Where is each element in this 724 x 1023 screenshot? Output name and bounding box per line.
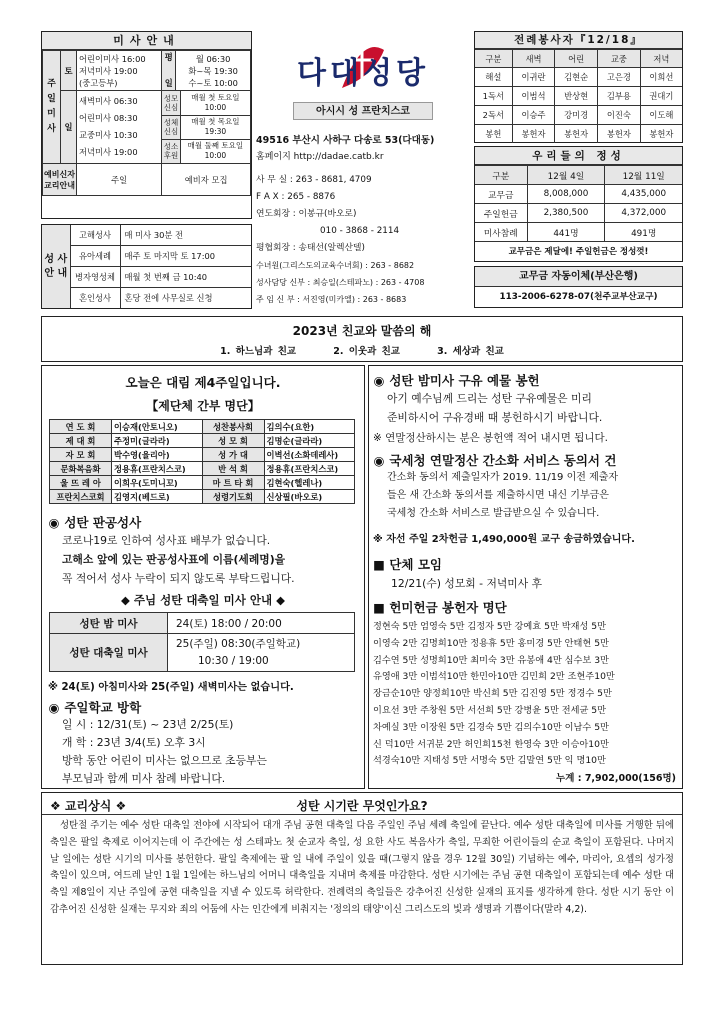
sun-label: 일 bbox=[61, 91, 77, 164]
servers-title: 전례봉사자『12/18』 bbox=[475, 32, 682, 49]
donation-list bbox=[373, 619, 682, 770]
catechumen-text: 예비자 모집 bbox=[162, 164, 251, 196]
left-column bbox=[41, 365, 365, 789]
christmas-table: 성탄 밤 미사 24(토) 18:00 / 20:00 성탄 대축일 미사 25(주일) 08:30(주일학교) 10:30 / 19:00 bbox=[49, 612, 355, 672]
catechism-label: ❖ 교리상식 ❖ bbox=[50, 799, 127, 813]
donation-row: 장금순10만 양정희10만 박신희 5만 김진영 5만 정경수 5만 bbox=[373, 688, 612, 700]
sacrament-name: 유아세례 bbox=[70, 245, 120, 266]
donation-heading: ■ 헌미헌금 봉헌자 명단 bbox=[373, 600, 507, 615]
pangong-heading: ◉ 성탄 판공성사 bbox=[48, 515, 142, 530]
sacrament-name: 고해성사 bbox=[70, 225, 120, 245]
settle-note: ※ 연말정산하시는 분은 봉헌액 적어 내시면 됩니다. bbox=[373, 432, 609, 444]
finance-title: 우리들의 정성 bbox=[475, 147, 682, 165]
donation-row: 차예실 3만 이장원 5만 김경숙 5만 김의수10만 이남수 5만 bbox=[373, 721, 609, 733]
mass-schedule-table bbox=[42, 50, 251, 196]
weekday-label: 평 일 bbox=[162, 51, 176, 91]
theme-title: 2023년 친교와 말씀의 해 bbox=[292, 324, 432, 338]
bullet-icon: ◉ bbox=[373, 453, 385, 468]
right-column bbox=[368, 365, 683, 789]
catechumen-label: 예비신자 교리안내 bbox=[43, 164, 77, 196]
school-heading: ◉ 주일학교 방학 bbox=[48, 700, 142, 715]
pangong-text: 코로나19로 인하여 성사표 배부가 없습니다. 고해소 앞에 있는 판공성사표에 이름(세례명)을 꼭 적어서 성사 누락이 되지 않도록 부탁드립니다. bbox=[62, 534, 295, 585]
sacrament-name: 병자영성체 bbox=[70, 266, 120, 287]
sunday-headline: 오늘은 대림 제4주일입니다. bbox=[125, 375, 281, 390]
tax-heading: ◉ 국세청 연말정산 간소화 서비스 동의서 건 bbox=[373, 453, 617, 468]
servers-table: 구분 새벽 어린 교중 저녁 해설 이귀란 김현순 고은경 이희선 1독서 이범석 반상현 김부용 권대기 2독서 이승주 강미경 이진숙 이도해 봉헌 봉헌자 봉헌자 봉헌자 봉헌자 bbox=[475, 49, 682, 143]
transfer-title: 교무금 자동이체(부산은행) bbox=[475, 267, 682, 287]
bullet-icon: ◉ bbox=[48, 515, 60, 530]
donation-row: 석경숙10만 지태성 5만 서명숙 5만 김말연 5만 익 명10만 bbox=[373, 755, 606, 767]
christmas-note: ※ 24(토) 아침미사와 25(주일) 새벽미사는 없습니다. bbox=[48, 682, 294, 693]
sacrament-desc: 매주 토 마지막 토 17:00 bbox=[120, 245, 251, 266]
church-address: 49516 부산시 사하구 다송로 53(다대동) bbox=[256, 135, 435, 146]
transfer-box bbox=[474, 266, 683, 308]
servers-box bbox=[474, 31, 683, 143]
square-bullet-icon: ■ bbox=[373, 600, 385, 615]
christmas-heading: ◆ 주님 성탄 대축일 미사 안내 ◆ bbox=[121, 593, 285, 607]
finance-box bbox=[474, 146, 683, 262]
weekend-label: 주 일 미 사 bbox=[43, 51, 61, 164]
special-masses: 성모신심 매월 첫 토요일 10:00 성체신심 매월 첫 목요일 19:30 성소후원 매월 둘째 토요일 10:00 bbox=[162, 91, 251, 164]
catechism-box bbox=[41, 792, 683, 965]
school-text: 일 시 : 12/31(토) ~ 23년 2/25(토) 개 학 : 23년 3/4(토) 오후 3시 방학 동안 어린이 미사는 없으므로 초등부는 부모님과 함께 미사 참례 바랍니다. bbox=[62, 718, 267, 785]
board-table: 연 도 회 이승재(안토니오) 성찬봉사회 김의수(요한) 제 대 회 주정미(글라라) 성 모 회 김명순(글라라) 자 모 회 박수영(율리아) 성 가 대 이벽선(소화데레사) 문화복음화 정용휴(프란치스코) 반 석 회 정용휴(프란치스코) 울 뜨 레 아 이희우(도미니꼬) 마 트 타 회 김현숙(헬레나) 프란치스코회 김영지(베드로) 성령기도회 신상필(바오로) bbox=[49, 419, 355, 504]
sacrament-box bbox=[41, 224, 252, 309]
sacrament-name: 혼인성사 bbox=[70, 288, 120, 308]
donation-row: 이영숙 2만 김명희10만 정용휴 5만 홍미경 5만 안태현 5만 bbox=[373, 637, 609, 649]
group-heading: ■ 단체 모임 bbox=[373, 557, 443, 572]
church-subtitle: 아시시 성 프란치스코 bbox=[293, 102, 433, 120]
theme-box bbox=[41, 316, 683, 362]
support-note: ※ 자선 주일 2차헌금 1,490,000원 교구 송금하였습니다. bbox=[373, 534, 635, 545]
church-contacts: 사 무 실 : 263 - 8681, 4709 F A X : 265 - 8876 연도회장 : 이봉규(바오로) 010 - 3868 - 2114 평협회장 : 송태선(알렉산델) 수녀원(그리스도의교육수녀회) : 263 - 8682 성사담당 신부 : 최승일(스테파노) : 263 - 4708 주 임 신 부 : 서진영(미카엘) : 263 - 8683 bbox=[256, 175, 425, 304]
vigil-text: 아기 예수님께 드리는 성탄 구유예물은 미리 준비하시어 구유경배 때 봉헌하시기 바랍니다. bbox=[387, 392, 603, 424]
weekday-masses: 월 06:30 화~목 19:30 수~토 10:00 bbox=[176, 51, 251, 91]
sun-masses: 새벽미사 06:30 어린미사 08:30 교중미사 10:30 저녁미사 19:00 bbox=[77, 91, 162, 164]
vigil-heading: ◉ 성탄 밤미사 구유 예물 봉헌 bbox=[373, 373, 540, 388]
finance-table: 구분 12월 4일 12월 11일 교무금 8,008,000 4,435,000 주일헌금 2,380,500 4,372,000 미사참례 441명 491명 교무금은 제달에! 주일헌금은 정성껏! bbox=[475, 165, 682, 260]
donation-row: 이요선 3만 주창원 5만 서선희 5만 강병윤 5만 전세균 5만 bbox=[373, 704, 607, 716]
tax-text: 간소화 동의서 제출일자가 2019. 11/19 이전 제출자 들은 새 간소화 동의서를 제출하시면 내신 기부금은 국세청 간소화 서비스로 발급받으실 수 있습니다. bbox=[387, 472, 619, 519]
sat-masses: 어린이미사 16:00 저녁미사 19:00 (중고등부) bbox=[77, 51, 162, 91]
catechism-header bbox=[42, 793, 682, 815]
sat-label: 토 bbox=[61, 51, 77, 91]
donation-row: 유영애 3만 이범석10만 한민아10만 김민희 2만 조현주10만 bbox=[373, 671, 615, 683]
board-title: 【제단체 간부 명단】 bbox=[146, 399, 260, 413]
church-logo bbox=[256, 34, 470, 96]
square-bullet-icon: ■ bbox=[373, 557, 385, 572]
donation-row: 정현숙 5만 엄영숙 5만 김정자 5만 강예효 5만 박재성 5만 bbox=[373, 621, 607, 632]
bullet-icon: ◉ bbox=[373, 373, 385, 388]
sacrament-desc: 혼당 전에 사무실로 신청 bbox=[120, 288, 251, 308]
bullet-icon: ◉ bbox=[48, 700, 60, 715]
sacrament-desc: 매월 첫 번째 금 10:40 bbox=[120, 266, 251, 287]
mass-info-title: 미사안내 bbox=[42, 32, 251, 50]
catechism-text: 성탄절 주기는 예수 성탄 대축일 전야에 시작되어 대개 주님 공현 대축일 다음 주일인 주님 세례 축일에 끝난다. 예수 성탄 대축일에 미사를 거행한 뒤에 축일은 팔일 축제로 이어지는데 이 주간에는 성 스테파노 첫 순교자 축일, 성 요한 사도 복음사가 축일, 무죄한 어린이들의 순교 축일이 포함된다. 나머지 날 일에는 성탄 시기의 미사를 봉헌한다. 팔일 축제에는 팔 일 내에 주일이 있을 때(그렇지 않을 경우 12월 30일) 기념하는 예수, 마리아, 요셉의 성가정 축일이 있으며, 여드레 날인 1월 1일에는 하느님의 어머니 대축일을 지내며 축제를 마감한다. 성탄 시기에는 주님 공현 대축일이 포함되는데 예수 성탄 대축일 제8일이 지난 주일에 공현 대축일을 지낼 수 있도록 허락한다. 전례력의 축일들은 강추어진 신성한 실재의 표지를 생각하게 한다. 성탄 시기 동안 이 감추어진 신성한 실재는 무지와 죄의 어둠에 사는 인간에게 비춰지는 '정의의 태양'이신 그리스도의 빛과 생명과 기쁨이다(말라 4,2). bbox=[50, 820, 674, 915]
theme-items: 1. 하느님과 친교 2. 이웃과 친교 3. 세상과 친교 bbox=[220, 346, 504, 357]
sacrament-label: 성 사 안 내 bbox=[42, 225, 70, 308]
donation-total: 누계 : 7,902,000(156명) bbox=[556, 773, 676, 785]
finance-note: 교무금은 제달에! 주일헌금은 정성껏! bbox=[508, 246, 649, 257]
catechumen-day: 주일 bbox=[77, 164, 162, 196]
mass-info-box bbox=[41, 31, 252, 219]
sacrament-desc: 매 미사 30분 전 bbox=[120, 225, 251, 245]
group-line: 12/21(수) 성모회 - 저녁미사 후 bbox=[391, 577, 543, 590]
church-header bbox=[256, 34, 470, 314]
church-homepage: 홈페이지 http://dadae.catb.kr bbox=[256, 152, 384, 162]
church-name: 다대성당 bbox=[297, 56, 429, 91]
donation-row: 신 덕10만 서귀분 2만 허인희15천 한영숙 3만 이승아10만 bbox=[373, 738, 609, 750]
catechism-title: 성탄 시기란 무엇인가요? bbox=[296, 799, 428, 813]
transfer-account: 113-2006-6278-07(천주교부산교구) bbox=[499, 292, 658, 302]
donation-row: 김수연 5만 성명희10만 최미숙 3만 유봉애 4만 심수보 3만 bbox=[373, 654, 609, 666]
